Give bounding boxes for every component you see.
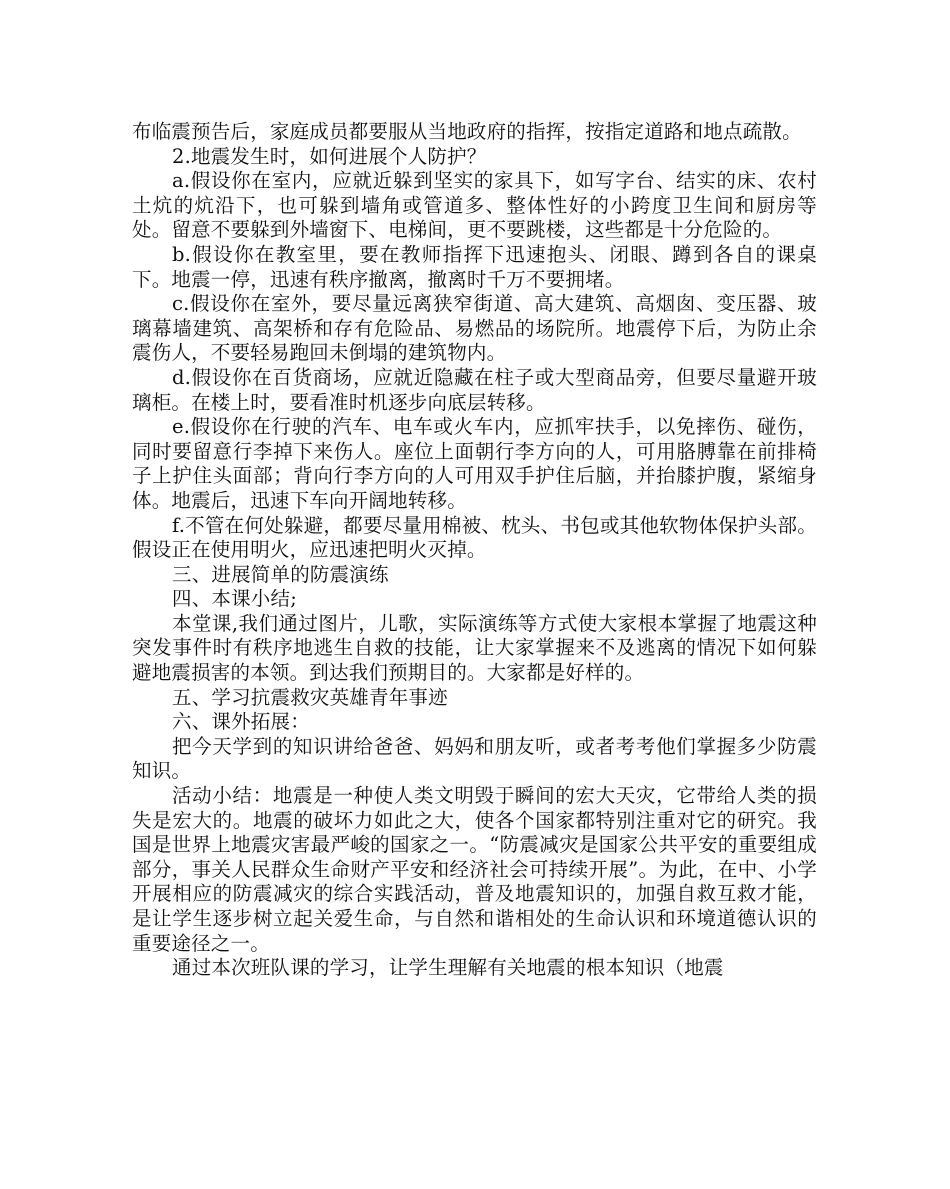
document-body [132,120,817,981]
paragraph: 本堂课,我们通过图片，儿歌，实际演练等方式使大家根本掌握了地震这种突发事件时有秩序地逃生自救的技能，让大家掌握来不及逃离的情况下如何躲避地震损害的本领。到达我们预期目的。大家都是好样的。 [132,611,817,685]
section-heading: 三、进展简单的防震演练 [172,562,389,586]
paragraph: e.假设你在行驶的汽车、电车或火车内，应抓牢扶手，以免摔伤、碰伤，同时要留意行李掉下来伤人。座位上面朝行李方向的人，可用胳膊靠在前排椅子上护住头面部；背向行李方向的人可用双手护住后脑，并抬膝护腹，紧缩身体。地震后，迅速下车向开阔地转移。 [132,415,817,512]
paragraph: b.假设你在教室里，要在教师指挥下迅速抱头、闭眼、蹲到各自的课桌下。地震一停，迅速有秩序撤离，撤离时千万不要拥堵。 [132,242,817,291]
paragraph: 布临震预告后，家庭成员都要服从当地政府的指挥，按指定道路和地点疏散。 [132,120,802,143]
paragraph: 活动小结：地震是一种使人类文明毁于瞬间的宏大天灾，它带给人类的损失是宏大的。地震的破坏力如此之大，使各个国家都特别注重对它的研究。我国是世界上地震灾害最严峻的国家之一。“防震减灾是国家公共平安的重要组成部分，事关人民群众生命财产平安和经济社会可持续开展”。为此，在中、小学开展相应的防震减灾的综合实践活动，普及地震知识的，加强自救互救才能，是让学生逐步树立起关爱生命，与自然和谐相处的生命认识和环境道德认识的重要途径之一。 [132,784,817,955]
section-heading: 四、本课小结; [172,587,297,611]
section-heading: 六、课外拓展： [172,710,310,734]
paragraph: d.假设你在百货商场，应就近隐藏在柱子或大型商品旁，但要尽量避开玻璃柜。在楼上时，要看准时机逐步向底层转移。 [132,365,817,414]
paragraph: 通过本次班队课的学习，让学生理解有关地震的根本知识（地震 [172,956,724,980]
paragraph: f.不管在何处躲避，都要尽量用棉被、枕头、书包或其他软物体保护头部。假设正在使用明火，应迅速把明火灭掉。 [132,513,817,562]
paragraph: a.假设你在室内，应就近躲到坚实的家具下，如写字台、结实的床、农村土炕的炕沿下，也可躲到墙角或管道多、整体性好的小跨度卫生间和厨房等处。留意不要躲到外墙窗下、电梯间，更不要跳楼，这些都是十分危险的。 [132,169,817,242]
section-heading: 2.地震发生时，如何进展个人防护？ [172,144,487,168]
paragraph: 把今天学到的知识讲给爸爸、妈妈和朋友听，或者考考他们掌握多少防震知识。 [132,734,817,783]
section-heading: 五、学习抗震救灾英雄青年事迹 [172,685,448,709]
paragraph: c.假设你在室外，要尽量远离狭窄街道、高大建筑、高烟囱、变压器、玻璃幕墙建筑、高架桥和存有危险品、易燃品的场院所。地震停下后，为防止余震伤人，不要轻易跑回未倒塌的建筑物内。 [132,292,817,365]
